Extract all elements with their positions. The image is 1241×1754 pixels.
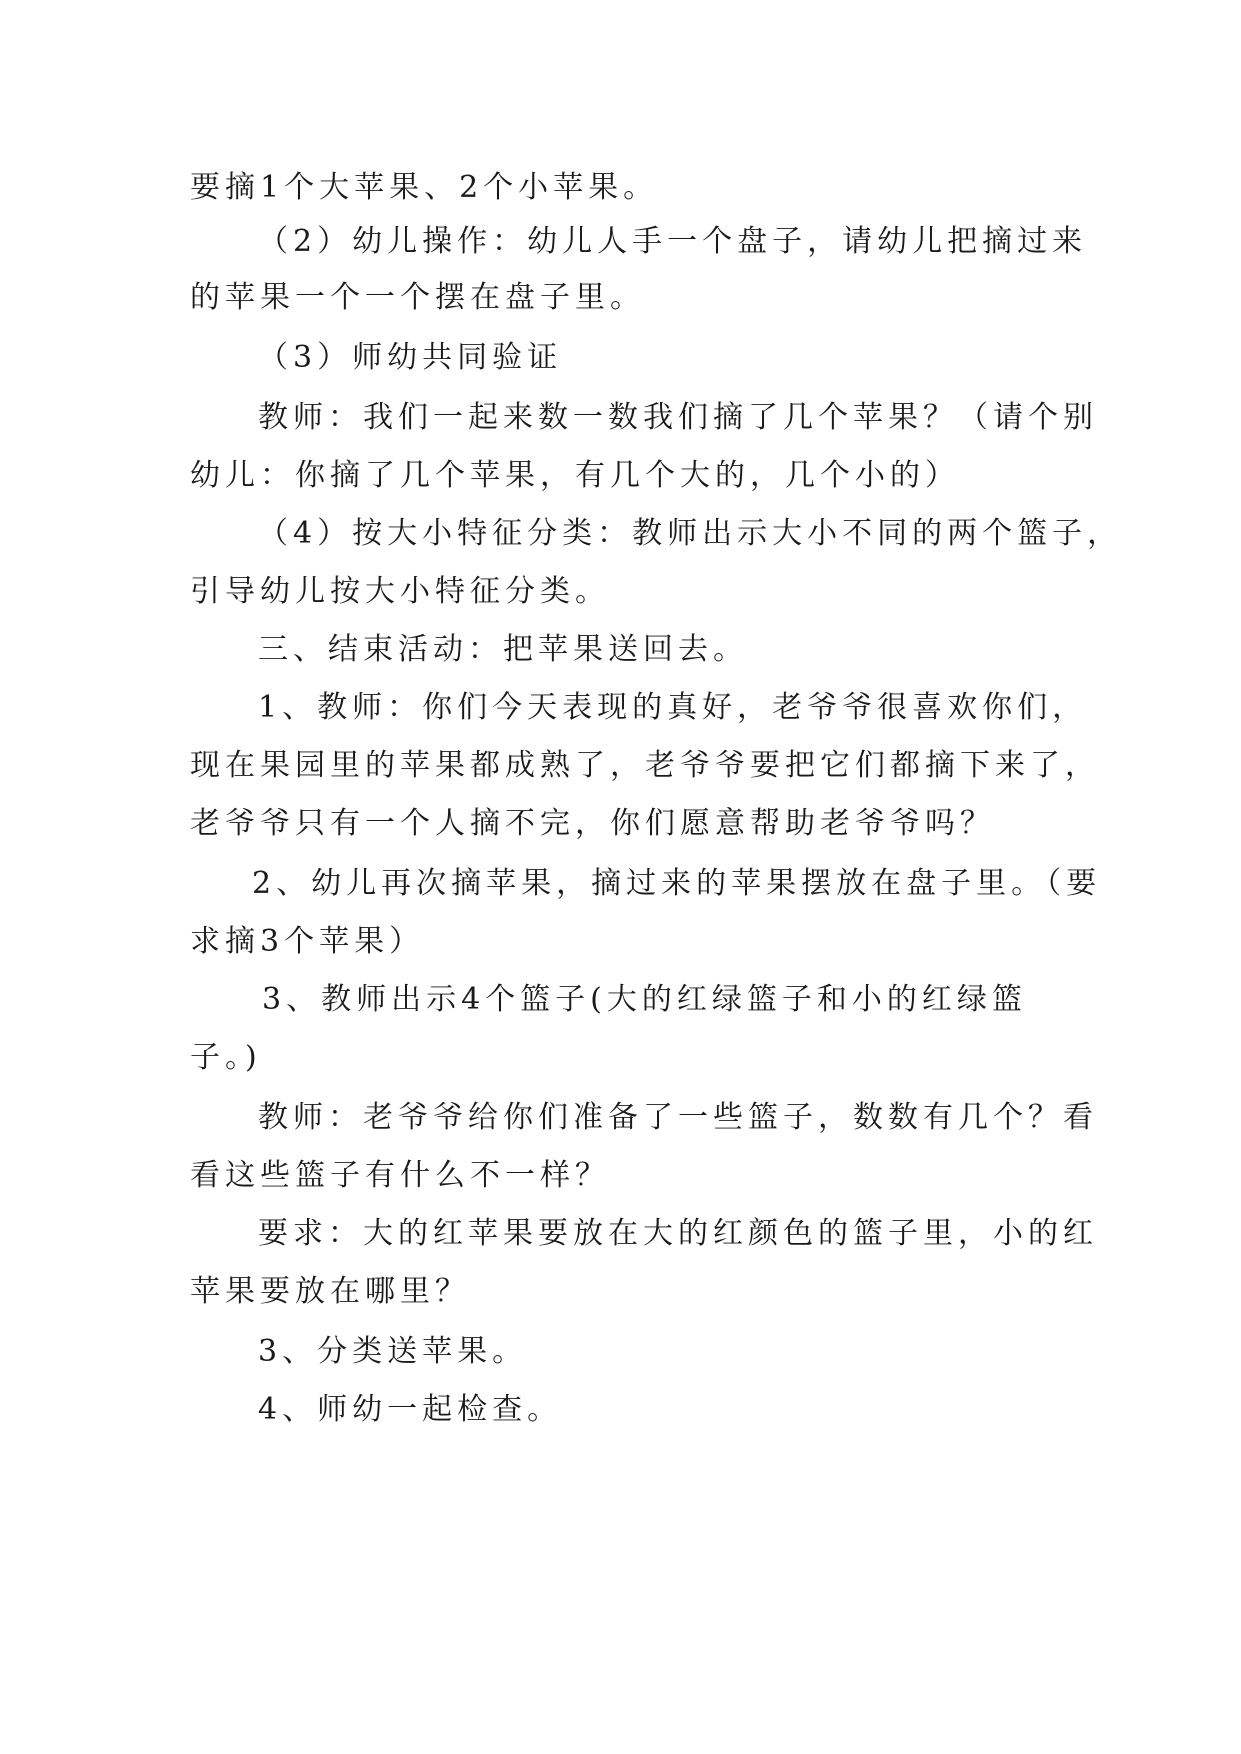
text-line: 求摘3个苹果）: [190, 924, 425, 959]
text-line: 要求：大的红苹果要放在大的红颜色的篮子里，小的红: [258, 1216, 1098, 1251]
text-line: （3）师幼共同验证: [258, 340, 563, 375]
text-line: 看这些篮子有什么不一样？: [190, 1158, 610, 1193]
text-line: 苹果要放在哪里？: [190, 1274, 470, 1309]
text-line: 引导幼儿按大小特征分类。: [190, 574, 610, 609]
text-line: （2）幼儿操作：幼儿人手一个盘子，请幼儿把摘过来: [258, 224, 1088, 259]
text-line: 子。): [190, 1040, 262, 1075]
text-line: 的苹果一个一个摆在盘子里。: [190, 280, 645, 315]
text-line: 3、教师出示4个篮子(大的红绿篮子和小的红绿篮: [262, 982, 1027, 1017]
text-line: 幼儿：你摘了几个苹果，有几个大的，几个小的）: [190, 458, 960, 493]
text-line: 4、师幼一起检查。: [258, 1392, 563, 1427]
text-line: 教师：我们一起来数一数我们摘了几个苹果？（请个别: [258, 400, 1098, 435]
text-line: 教师：老爷爷给你们准备了一些篮子，数数有几个？看: [258, 1100, 1098, 1135]
text-line: 要摘1个大苹果、2个小苹果。: [190, 170, 659, 205]
text-line: 三、结束活动：把苹果送回去。: [258, 632, 748, 667]
text-line: 3、分类送苹果。: [258, 1334, 528, 1369]
text-line: 2、幼儿再次摘苹果，摘过来的苹果摆放在盘子里。（要: [252, 866, 1102, 901]
text-line: 老爷爷只有一个人摘不完，你们愿意帮助老爷爷吗？: [190, 806, 995, 841]
text-line: 1、教师：你们今天表现的真好，老爷爷很喜欢你们，: [258, 690, 1088, 725]
text-line: （4）按大小特征分类：教师出示大小不同的两个篮子，: [258, 516, 1123, 551]
text-line: 现在果园里的苹果都成熟了，老爷爷要把它们都摘下来了，: [190, 748, 1100, 783]
